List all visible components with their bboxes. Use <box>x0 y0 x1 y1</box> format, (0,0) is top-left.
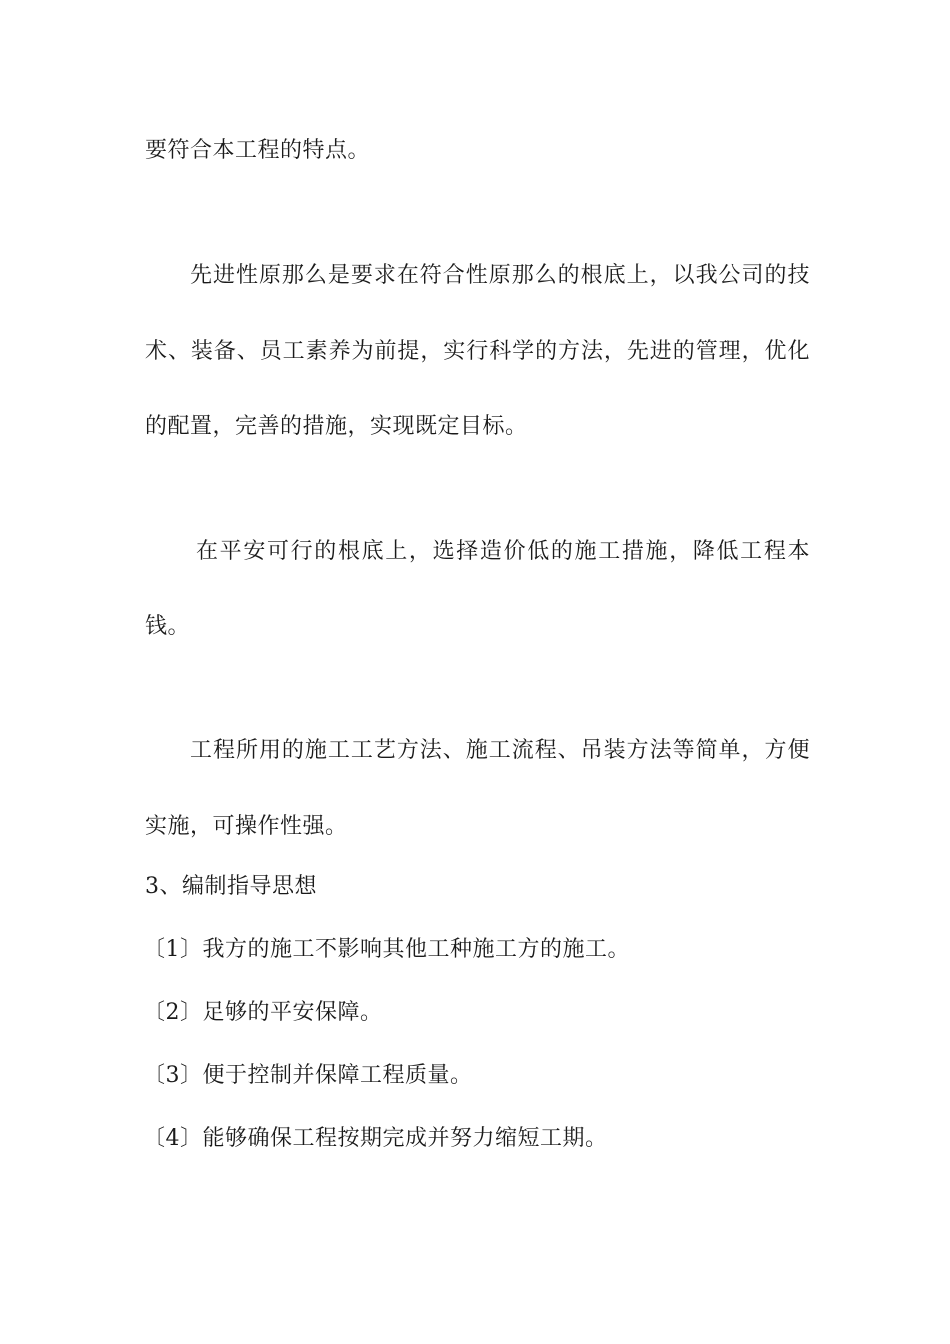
paragraph-line: 实施，可操作性强。 <box>145 814 348 839</box>
list-item: 〔4〕能够确保工程按期完成并努力缩短工期。 <box>143 1126 608 1151</box>
section-heading: 3、编制指导思想 <box>145 874 317 899</box>
paragraph-line: 术、装备、员工素养为前提，实行科学的方法，先进的管理，优化 <box>145 339 810 364</box>
list-item: 〔3〕便于控制并保障工程质量。 <box>143 1063 473 1088</box>
paragraph-line: 在平安可行的根底上，选择造价低的施工措施，降低工程本 <box>196 539 810 564</box>
paragraph-line: 先进性原那么是要求在符合性原那么的根底上，以我公司的技 <box>190 263 810 288</box>
list-item: 〔2〕足够的平安保障。 <box>143 1000 383 1025</box>
list-item: 〔1〕我方的施工不影响其他工种施工方的施工。 <box>143 937 630 962</box>
paragraph-line: 要符合本工程的特点。 <box>145 138 371 163</box>
paragraph-line: 钱。 <box>145 614 191 639</box>
paragraph-line: 工程所用的施工工艺方法、施工流程、吊装方法等简单，方便 <box>190 738 810 763</box>
paragraph-line: 的配置，完善的措施，实现既定目标。 <box>145 414 528 439</box>
